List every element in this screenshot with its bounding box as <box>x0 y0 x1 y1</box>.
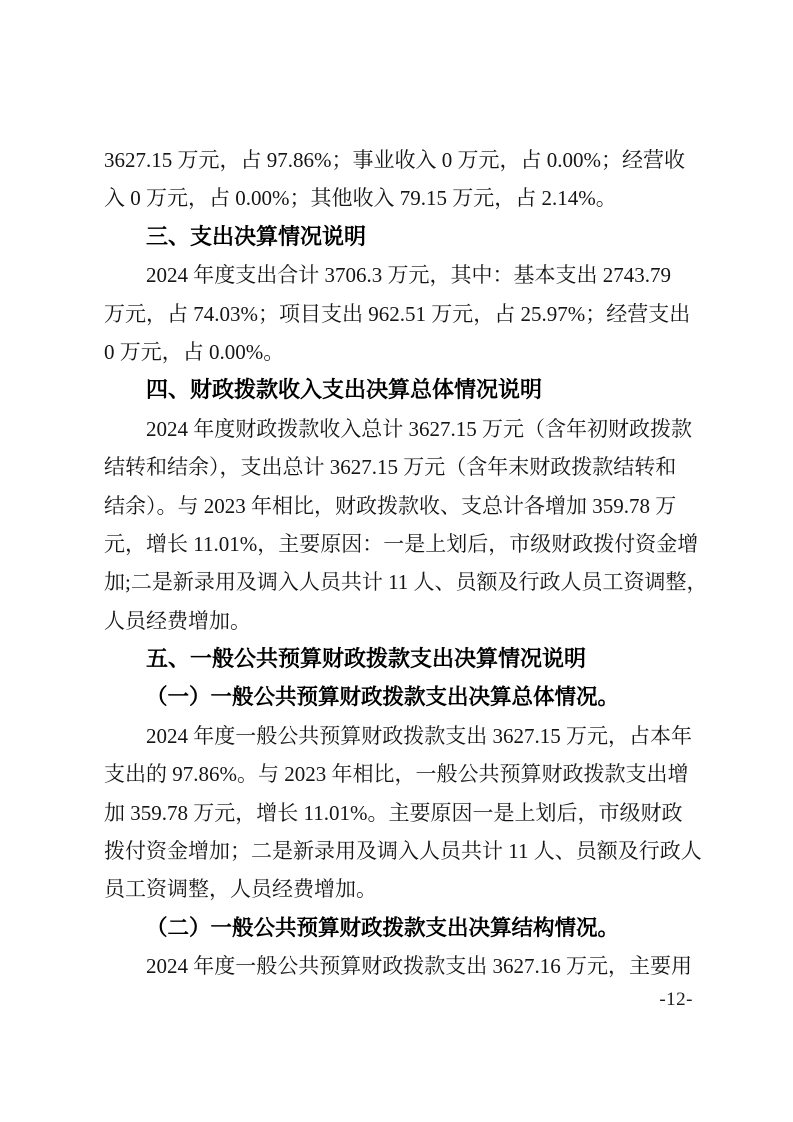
paragraph-line: 2024 年度一般公共预算财政拨款支出 3627.16 万元，主要用 <box>146 954 692 979</box>
continuation-paragraph-line: 入 0 万元，占 0.00%；其他收入 79.15 万元，占 2.14%。 <box>104 186 617 211</box>
section-heading-fiscal-appropriation: 四、财政拨款收入支出决算总体情况说明 <box>146 377 543 403</box>
paragraph-line: 0 万元，占 0.00%。 <box>104 339 285 364</box>
section-heading-public-budget: 五、一般公共预算财政拨款支出决算情况说明 <box>146 646 587 672</box>
paragraph-line: 拨付资金增加；二是新录用及调入人员共计 11 人、员额及行政人 <box>104 839 702 864</box>
paragraph-line: 元，增长 11.01%，主要原因：一是上划后，市级财政拨付资金增 <box>104 531 699 556</box>
paragraph-line: 结余）。与 2023 年相比，财政拨款收、支总计各增加 359.78 万 <box>104 493 677 518</box>
paragraph-line: 2024 年度财政拨款收入总计 3627.15 万元（含年初财政拨款 <box>146 416 692 441</box>
section-heading-expenditure: 三、支出决算情况说明 <box>146 223 367 249</box>
document-body <box>104 141 708 986</box>
paragraph-line: 2024 年度一般公共预算财政拨款支出 3627.15 万元，占本年 <box>146 723 692 748</box>
paragraph-line: 支出的 97.86%。与 2023 年相比，一般公共预算财政拨款支出增 <box>104 762 689 787</box>
paragraph-line: 员工资调整，人员经费增加。 <box>104 877 377 902</box>
paragraph-line: 加 359.78 万元，增长 11.01%。主要原因一是上划后，市级财政 <box>104 800 683 825</box>
subsection-heading-structure: （二）一般公共预算财政拨款支出决算结构情况。 <box>146 915 620 940</box>
subsection-heading-overall: （一）一般公共预算财政拨款支出决算总体情况。 <box>146 685 620 710</box>
paragraph-line: 万元，占 74.03%；项目支出 962.51 万元，占 25.97%；经营支出 <box>104 301 691 326</box>
paragraph-line: 结转和结余），支出总计 3627.15 万元（含年末财政拨款结转和 <box>104 455 677 480</box>
paragraph-line: 人员经费增加。 <box>104 608 251 633</box>
paragraph-line: 加;二是新录用及调入人员共计 11 人、员额及行政人员工资调整， <box>104 570 708 595</box>
paragraph-line: 2024 年度支出合计 3706.3 万元，其中：基本支出 2743.79 <box>146 263 671 288</box>
continuation-paragraph-line: 3627.15 万元，占 97.86%；事业收入 0 万元，占 0.00%；经营收 <box>104 148 685 172</box>
page-number: -12- <box>659 989 693 1010</box>
